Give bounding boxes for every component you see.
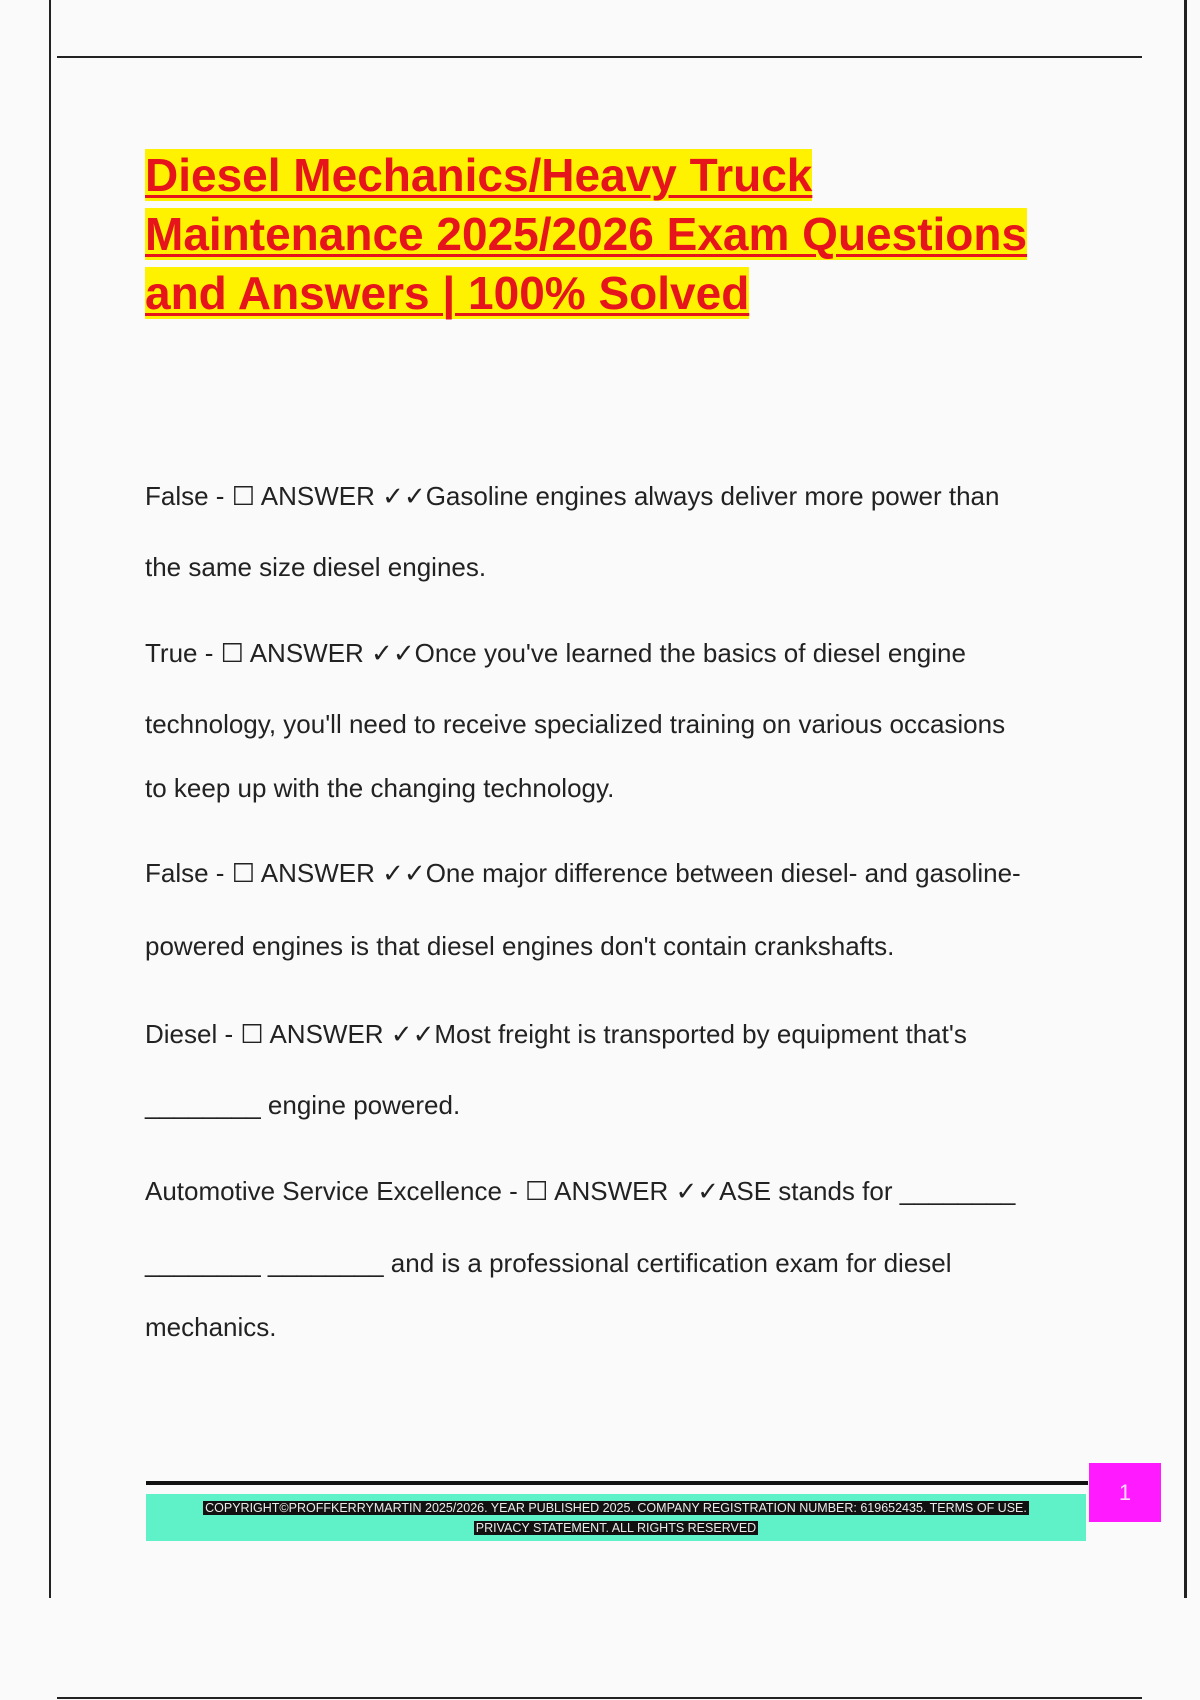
copyright-line: PRIVACY STATEMENT. ALL RIGHTS RESERVED <box>475 1521 757 1535</box>
question-text: Gasoline engines always deliver more power than <box>425 481 1000 511</box>
title-line: and Answers | 100% Solved <box>145 267 750 319</box>
answer-text: False - <box>145 481 232 511</box>
question-text: Most freight is transported by equipment that's <box>434 1019 967 1049</box>
question-text: mechanics. <box>145 1312 277 1342</box>
page-border-left <box>49 0 51 1598</box>
qa-item <box>145 481 999 583</box>
header-rule <box>57 56 1142 58</box>
question-text: ________ ________ and is a professional certification exam for diesel <box>145 1248 952 1278</box>
qa-first-line <box>145 481 999 552</box>
question-text: One major difference between diesel- and gasoline- <box>425 858 1021 888</box>
answer-marker: ☐ ANSWER ✓✓ <box>220 638 415 668</box>
document-title <box>145 146 1095 323</box>
question-text: ________ engine powered. <box>145 1090 461 1120</box>
page-border-right <box>1184 0 1187 1598</box>
title-line: Diesel Mechanics/Heavy Truck <box>145 149 813 201</box>
copyright-line: COPYRIGHT©PROFFKERRYMARTIN 2025/2026. YEAR PUBLISHED 2025. COMPANY REGISTRATION NUMBER: 619652435. TERMS OF USE. <box>205 1501 1027 1515</box>
question-text: to keep up with the changing technology. <box>145 773 615 803</box>
qa-first-line <box>145 1019 967 1090</box>
question-text: the same size diesel engines. <box>145 552 487 582</box>
answer-marker: ☐ ANSWER ✓✓ <box>240 1019 435 1049</box>
answer-text: False - <box>145 858 232 888</box>
answer-text: Diesel - <box>145 1019 241 1049</box>
qa-first-line <box>145 858 1021 931</box>
qa-item <box>145 858 1021 962</box>
qa-first-line <box>145 1176 1015 1248</box>
footer-rule <box>146 1481 1088 1485</box>
qa-item <box>145 638 1005 804</box>
question-text: technology, you'll need to receive specialized training on various occasions <box>145 709 1006 739</box>
question-text: ASE stands for ________ <box>719 1176 1016 1206</box>
qa-first-line <box>145 638 1005 709</box>
answer-marker: ☐ ANSWER ✓✓ <box>525 1176 720 1206</box>
answer-marker: ☐ ANSWER ✓✓ <box>231 858 426 888</box>
answer-text: Automotive Service Excellence - <box>145 1176 526 1206</box>
answer-text: True - <box>145 638 221 668</box>
copyright-footer <box>146 1494 1086 1541</box>
question-text: powered engines is that diesel engines don't contain crankshafts. <box>145 931 895 961</box>
title-line: Maintenance 2025/2026 Exam Questions <box>145 208 1028 260</box>
qa-item <box>145 1176 1015 1343</box>
next-page-rule <box>57 1697 1142 1699</box>
question-text: Once you've learned the basics of diesel engine <box>414 638 966 668</box>
answer-marker: ☐ ANSWER ✓✓ <box>231 481 426 511</box>
qa-item <box>145 1019 967 1121</box>
page-number: 1 <box>1089 1463 1161 1522</box>
